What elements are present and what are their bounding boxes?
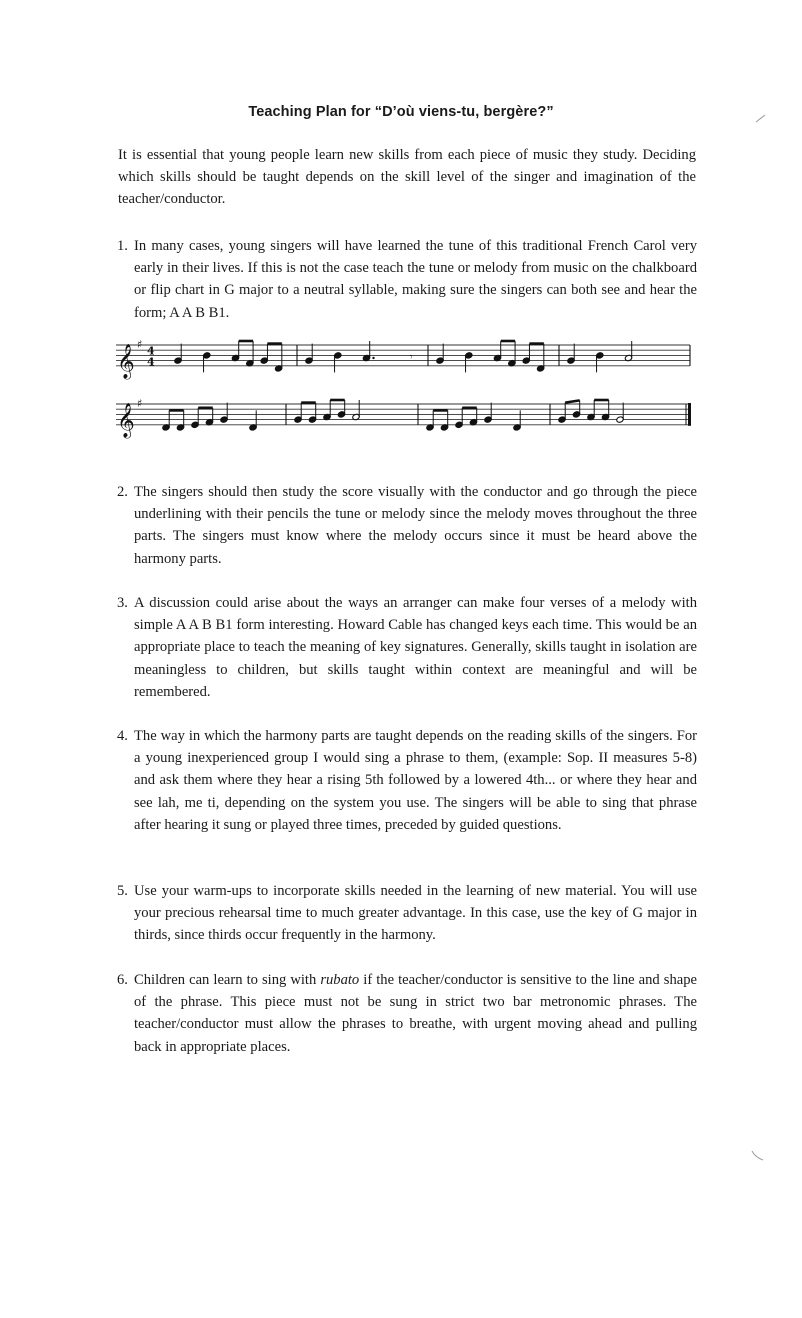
item-number: 1. [117, 238, 128, 254]
list-item-4 [117, 725, 697, 836]
list-item-6 [117, 969, 697, 1058]
item-text-italic: rubato [320, 972, 360, 988]
item-text [134, 969, 697, 1058]
item-number: 5. [117, 883, 128, 899]
treble-clef-icon: 𝄞 [117, 402, 135, 438]
intro-paragraph: It is essential that young people learn new skills from each piece of music they study. Deciding which skills should be taught depends on the skill level of the singer and imagination of the teacher/conductor. [118, 147, 696, 208]
item-text: Use your warm-ups to incorporate skills needed in the learning of new material. You will use your precious rehearsal time to much greater advantage. In this case, use the key of G major in thirds, since thirds occur frequently in the harmony. [134, 883, 697, 944]
key-signature-sharp: ♯ [137, 397, 143, 410]
time-signature-top: 4 [147, 344, 155, 358]
item-text-after: if the teacher/conductor is sensitive to the line and shape of the phrase. This piece must not be sung in strict two bar metronomic phrases. The teacher/conductor must allow the phrases to breathe, with urgent moving ahead and pulling back in appropriate places. [134, 972, 697, 1055]
list-item-2 [117, 481, 697, 570]
item-number: 6. [117, 972, 128, 988]
note-beam [565, 400, 580, 402]
note-dot [372, 357, 374, 359]
item-text-before: Children can learn to sing with [134, 972, 321, 988]
final-barline-thick [688, 403, 691, 426]
time-signature-bottom: 4 [147, 355, 155, 369]
scan-mark-top [755, 113, 767, 123]
item-text: In many cases, young singers will have learned the tune of this traditional French Carol very early in their lives. If this is not the case teach the tune or melody from music on the chalkboard or flip chart in G major to a neutral syllable, making sure the singers can both see and hear the form; A A B B1. [134, 238, 697, 321]
scan-mark-bottom [750, 1150, 766, 1162]
key-signature-sharp: ♯ [137, 338, 143, 351]
item-number: 2. [117, 484, 128, 500]
page-title: Teaching Plan for “D’où viens-tu, bergère?” [248, 104, 554, 120]
list-item-5 [117, 880, 697, 947]
eighth-rest: 𝄾 [409, 350, 413, 364]
item-number: 4. [117, 728, 128, 744]
item-text: The way in which the harmony parts are taught depends on the reading skills of the singers. For a young inexperienced group I would sing a phrase to them, (example: Sop. II measures 5-8) and ask them where they hear a rising 5th followed by a lowered 4th... or where they hear and see lah, me ti, depending on the system you use. The singers will be able to sing that phrase after hearing it sung or played three times, preceded by guided questions. [134, 728, 697, 833]
list-item-3 [117, 592, 697, 703]
treble-clef-icon: 𝄞 [117, 343, 135, 379]
item-number: 3. [117, 595, 128, 611]
item-text: A discussion could arise about the ways an arranger can make four verses of a melody with simple A A B B1 form interesting. Howard Cable has changed keys each time. This would be an appropriate place to teach the meaning of key signatures. Generally, skills taught in isolation are meaningless to children, but skills taught within context are meaningful and will be remembered. [134, 595, 697, 700]
melody-score [0, 0, 802, 470]
item-text: The singers should then study the score visually with the conductor and go through the piece underlining with their pencils the tune or melody since the melody moves throughout the three parts. The singers must know where the melody occurs since it must be heard above the harmony parts. [134, 484, 697, 567]
